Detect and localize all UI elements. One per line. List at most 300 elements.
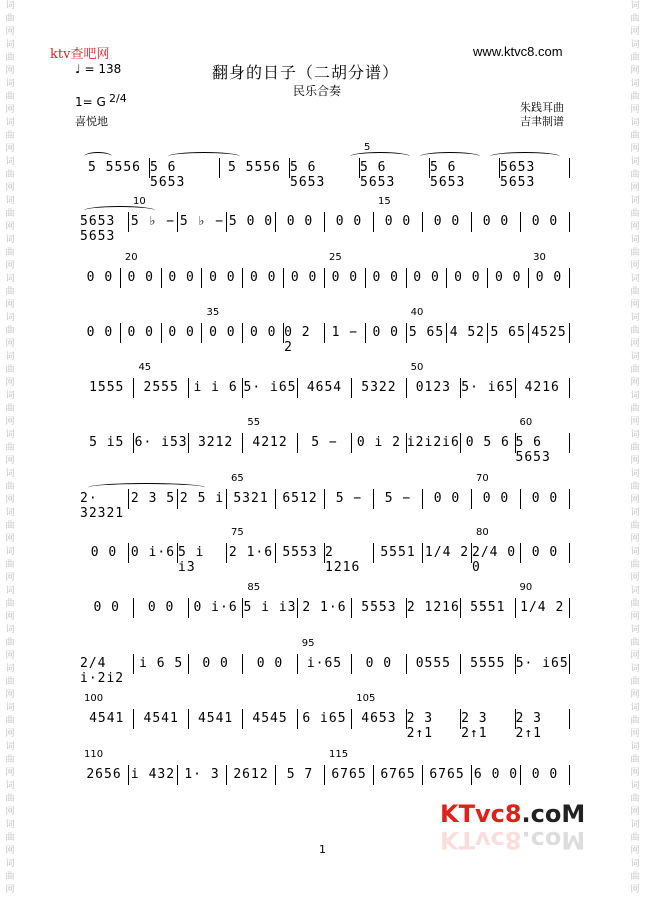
measure-number: 40 — [410, 307, 424, 318]
measure — [243, 654, 297, 674]
watermark-char: 曲 — [630, 677, 640, 687]
measure-notes: 4541 — [89, 711, 125, 726]
measure-notes: 0 0 — [482, 214, 510, 229]
measure — [325, 268, 366, 288]
measure — [178, 765, 227, 785]
watermark-char: 词 — [5, 625, 15, 635]
measure-notes: 0 0 — [249, 325, 277, 340]
measure — [423, 543, 472, 563]
watermark-char: 曲 — [630, 287, 640, 297]
watermark-char: 网 — [5, 300, 15, 310]
measure-notes: 5 7 — [286, 767, 314, 782]
measure — [134, 378, 188, 398]
watermark-char: 曲 — [5, 365, 15, 375]
measure — [407, 433, 461, 453]
measure-notes: 0 0 — [86, 270, 114, 285]
watermark-char: 词 — [5, 430, 15, 440]
watermark-char: 网 — [630, 690, 640, 700]
measure — [227, 543, 276, 563]
measure-notes: 3212 — [197, 435, 234, 450]
measure — [407, 378, 461, 398]
measure — [430, 158, 500, 190]
watermark-char: 网 — [5, 222, 15, 232]
measure — [129, 489, 178, 509]
measure — [134, 433, 188, 453]
measure — [121, 323, 162, 343]
watermark-char: 曲 — [630, 443, 640, 453]
measure-number: 60 — [519, 417, 533, 428]
measure-notes: 5653 5653 — [500, 160, 536, 190]
measure — [521, 489, 570, 509]
watermark-char: 网 — [630, 846, 640, 856]
measure — [202, 268, 243, 288]
measure — [227, 489, 276, 509]
measure-notes: 5 i i3 — [178, 545, 205, 575]
watermark-char: 网 — [630, 66, 640, 76]
measure — [189, 598, 243, 618]
watermark-char: 网 — [630, 183, 640, 193]
measure — [423, 212, 472, 232]
watermark-char: 网 — [630, 105, 640, 115]
watermark-char: 曲 — [5, 53, 15, 63]
measure-number: 80 — [476, 527, 489, 538]
measure — [80, 709, 134, 729]
watermark-char: 词 — [630, 274, 640, 284]
watermark-char: 词 — [5, 235, 15, 245]
measure-notes: 0 0 — [372, 325, 399, 340]
measure-notes: 2 1216 — [406, 600, 460, 615]
watermark-char: 词 — [5, 352, 15, 362]
watermark-char: 网 — [630, 729, 640, 739]
measure-notes: 0555 — [415, 656, 451, 671]
measure-number: 10 — [133, 196, 146, 207]
measure-notes: 5321 — [233, 491, 269, 506]
watermark-char: 词 — [5, 1, 15, 11]
watermark-char: 词 — [5, 703, 15, 713]
measure-notes: 0 0 — [433, 214, 461, 229]
measure-notes: i2i2i6 — [406, 435, 460, 450]
measure-number: 115 — [329, 749, 349, 760]
watermark-char: 网 — [5, 651, 15, 661]
measure-notes: 6765 — [331, 767, 367, 782]
watermark-char: 曲 — [5, 833, 15, 843]
measure-notes: 0 0 — [331, 270, 359, 285]
measure-notes: 5 − — [384, 491, 412, 506]
measure — [325, 543, 374, 575]
watermark-char: 曲 — [630, 482, 640, 492]
measure-notes: 5· i65 — [461, 380, 515, 395]
score-row — [80, 212, 570, 244]
watermark-char: 词 — [630, 352, 640, 362]
watermark-char: 曲 — [5, 599, 15, 609]
watermark-char: 网 — [630, 807, 640, 817]
measure-notes: 4653 — [361, 711, 397, 726]
measure-notes: 2 3 5 — [130, 491, 176, 506]
measure — [227, 765, 276, 785]
watermark-char: 曲 — [630, 560, 640, 570]
measure-number: 95 — [301, 638, 315, 649]
measure-notes: 4 52 — [449, 325, 486, 340]
measure-notes: i 6 5 — [139, 656, 184, 671]
measure — [80, 323, 121, 343]
watermark-char: 网 — [5, 846, 15, 856]
measure-notes: 0 i 2 — [356, 435, 401, 450]
measure-notes: 0 0 — [482, 491, 510, 506]
watermark-char: 词 — [5, 274, 15, 284]
measure-notes: 2/4 0 0 — [472, 545, 517, 575]
measure — [134, 598, 188, 618]
measure-number: 70 — [476, 473, 489, 484]
measure — [374, 543, 423, 563]
measure-notes: 1/4 2 — [520, 600, 565, 615]
watermark-char: 曲 — [630, 521, 640, 531]
measure-notes: 5 i5 — [89, 435, 125, 450]
measure-notes: 0 0 — [384, 214, 412, 229]
measure-notes: 2 1·6 — [302, 600, 347, 615]
measure-notes: 5553 — [361, 600, 397, 615]
watermark-char: 词 — [5, 547, 15, 557]
measure — [521, 543, 570, 563]
measure-notes: 0 0 — [413, 270, 440, 285]
measure — [407, 268, 448, 288]
watermark-char: 曲 — [5, 248, 15, 258]
measure-notes: 0 0 — [531, 545, 559, 560]
measure — [298, 378, 352, 398]
measure — [423, 489, 472, 509]
measure — [461, 378, 515, 398]
measure — [80, 158, 150, 178]
key-signature: 1= G — [75, 95, 106, 109]
measure — [243, 378, 297, 398]
measure-notes: 5 − — [335, 491, 363, 506]
watermark-char: 网 — [5, 144, 15, 154]
measure-notes: 5 i i3 — [243, 600, 297, 615]
watermark-char: 词 — [630, 118, 640, 128]
measure-notes: 5· i65 — [515, 656, 569, 671]
measure — [202, 323, 243, 343]
measure-notes: 0 0 — [249, 270, 277, 285]
measure — [366, 268, 407, 288]
watermark-char: 词 — [5, 469, 15, 479]
measure — [461, 654, 515, 674]
watermark-char: 网 — [630, 417, 640, 427]
measure-notes: 6765 — [380, 767, 416, 782]
watermark-char: 词 — [5, 118, 15, 128]
measure — [447, 268, 488, 288]
watermark-char: 曲 — [630, 404, 640, 414]
measure-notes: 5· i65 — [243, 380, 297, 395]
watermark-char: 词 — [630, 391, 640, 401]
watermark-char: 网 — [630, 300, 640, 310]
measure — [515, 709, 570, 741]
measure — [298, 598, 352, 618]
score-subtitle: 民乐合奏 — [293, 84, 342, 98]
measure-notes: 0 0 — [494, 270, 522, 285]
watermark-char: 网 — [5, 183, 15, 193]
measure — [290, 158, 360, 190]
measure-notes: 4212 — [252, 435, 288, 450]
measure-notes: 0 0 — [168, 325, 195, 340]
watermark-char: 词 — [5, 313, 15, 323]
measure — [80, 378, 134, 398]
watermark-char: 网 — [5, 105, 15, 115]
measure-notes: 0 0 — [202, 656, 229, 671]
measure-notes: 0 0 — [127, 270, 154, 285]
site-logo — [440, 800, 585, 828]
measure-notes: 0 i·6 — [130, 545, 176, 560]
watermark-char: 网 — [5, 885, 15, 895]
measure — [325, 212, 374, 232]
watermark-char: 网 — [630, 612, 640, 622]
measure-notes: 0 0 — [531, 767, 559, 782]
measure — [80, 433, 134, 453]
measure-notes: 6765 — [429, 767, 465, 782]
measure-notes: 0 0 — [90, 545, 118, 560]
watermark-char: 词 — [5, 781, 15, 791]
watermark-char: 网 — [630, 573, 640, 583]
measure-notes: 5 6 5653 — [290, 160, 326, 190]
watermark-char: 曲 — [5, 326, 15, 336]
watermark-char: 词 — [5, 391, 15, 401]
watermark-char: 词 — [630, 547, 640, 557]
watermark-char: 曲 — [5, 794, 15, 804]
measure-notes: 0 0 — [127, 325, 154, 340]
measure — [284, 268, 325, 288]
watermark-char: 词 — [5, 40, 15, 50]
watermark-char: 词 — [630, 664, 640, 674]
score-row — [80, 268, 570, 288]
measure-notes: 0 0 — [286, 214, 314, 229]
right-watermark-column — [627, 0, 643, 895]
measure-notes: 5 6 5653 — [430, 160, 466, 190]
watermark-char: 网 — [5, 417, 15, 427]
measure-notes: 4525 — [531, 325, 567, 340]
measure-notes: 1· 3 — [184, 767, 220, 782]
measure-notes: 5 ♭ − — [130, 214, 176, 229]
logo-dark-part: .coM — [521, 800, 586, 828]
measure — [352, 433, 406, 453]
measure — [298, 654, 352, 674]
watermark-char: 曲 — [5, 872, 15, 882]
measure-notes: 5 ♭ − — [179, 214, 225, 229]
site-logo-reflection — [440, 826, 585, 854]
watermark-char: 网 — [630, 378, 640, 388]
measure-number: 15 — [378, 196, 391, 207]
watermark-char: 网 — [630, 885, 640, 895]
measure-notes: i 432 — [130, 767, 176, 782]
measure-notes: 0 2 2 — [284, 325, 311, 355]
measure — [276, 765, 325, 785]
watermark-char: 网 — [5, 495, 15, 505]
measure-notes: 2 1·6 — [228, 545, 274, 560]
watermark-char: 曲 — [630, 14, 640, 24]
measure-notes: 4541 — [197, 711, 234, 726]
measure-number: 5 — [364, 142, 371, 153]
watermark-char: 曲 — [5, 287, 15, 297]
watermark-char: 曲 — [5, 755, 15, 765]
watermark-char: 网 — [5, 378, 15, 388]
measure-notes: 2 3 2↑1 — [515, 711, 542, 741]
watermark-char: 网 — [5, 807, 15, 817]
watermark-char: 曲 — [630, 92, 640, 102]
watermark-char: 曲 — [630, 794, 640, 804]
watermark-char: 网 — [630, 144, 640, 154]
measure — [80, 765, 129, 785]
watermark-char: 词 — [630, 40, 640, 50]
watermark-char: 词 — [630, 469, 640, 479]
measure — [298, 433, 352, 453]
measure — [227, 212, 276, 232]
measure-notes: 0123 — [415, 380, 451, 395]
watermark-char: 网 — [630, 651, 640, 661]
measure-number: 100 — [84, 693, 104, 704]
measure — [189, 433, 243, 453]
watermark-char: 词 — [5, 157, 15, 167]
watermark-char: 词 — [5, 820, 15, 830]
measure — [80, 489, 129, 521]
measure — [461, 709, 515, 741]
measure-notes: 0 0 — [209, 270, 236, 285]
measure-notes: 0 0 — [86, 325, 114, 340]
measure — [220, 158, 290, 178]
measure-notes: 5555 — [470, 656, 506, 671]
measure — [189, 654, 243, 674]
watermark-char: 词 — [5, 79, 15, 89]
watermark-char: 曲 — [630, 365, 640, 375]
score-row — [80, 598, 570, 618]
measure — [80, 268, 121, 288]
watermark-char: 词 — [630, 820, 640, 830]
watermark-char: 曲 — [630, 170, 640, 180]
watermark-char: 词 — [630, 235, 640, 245]
measure — [374, 212, 423, 232]
measure — [423, 765, 472, 785]
slur-mark — [88, 483, 205, 492]
measure — [134, 709, 188, 729]
measure-number: 50 — [410, 362, 424, 373]
measure-number: 55 — [247, 417, 261, 428]
watermark-char: 曲 — [5, 716, 15, 726]
measure — [374, 765, 423, 785]
watermark-char: 词 — [5, 664, 15, 674]
measure-number: 25 — [329, 252, 342, 263]
measure-notes: 4216 — [524, 380, 560, 395]
watermark-char: 曲 — [630, 872, 640, 882]
brand-watermark: ktv查吧网 — [50, 47, 110, 62]
measure — [134, 654, 188, 674]
score-row — [80, 765, 570, 785]
measure — [121, 268, 162, 288]
measure — [243, 598, 297, 618]
measure-notes: 2· 32321 — [80, 491, 125, 521]
measure — [515, 433, 570, 465]
measure-number: 75 — [231, 527, 244, 538]
measure — [472, 212, 521, 232]
measure — [529, 268, 570, 288]
watermark-char: 曲 — [630, 209, 640, 219]
watermark-char: 曲 — [5, 404, 15, 414]
watermark-char: 网 — [630, 768, 640, 778]
measure-number: 45 — [138, 362, 152, 373]
watermark-char: 网 — [5, 261, 15, 271]
watermark-char: 网 — [630, 534, 640, 544]
watermark-char: 词 — [5, 859, 15, 869]
measure-number: 65 — [231, 473, 244, 484]
watermark-char: 词 — [5, 508, 15, 518]
measure — [516, 598, 570, 618]
measure-notes: 5 65 — [408, 325, 445, 340]
measure — [352, 654, 406, 674]
measure-notes: 0 i·6 — [193, 600, 238, 615]
measure-notes: 0 5 6 — [465, 435, 510, 450]
measure — [472, 765, 521, 785]
watermark-char: 网 — [5, 66, 15, 76]
measure-notes: 2/4 i·2i2 — [80, 656, 125, 686]
page-number: 1 — [319, 843, 326, 856]
measure — [129, 212, 178, 232]
watermark-char: 网 — [630, 222, 640, 232]
measure-notes: 5 65 — [490, 325, 526, 340]
logo-reflection-red: KTvc8 — [440, 826, 522, 854]
measure — [521, 765, 570, 785]
watermark-char: 曲 — [630, 53, 640, 63]
measure-notes: 0 0 — [290, 270, 318, 285]
measure — [80, 598, 134, 618]
measure — [178, 489, 227, 509]
measure — [472, 489, 521, 509]
measure-number: 85 — [247, 582, 261, 593]
watermark-char: 网 — [630, 27, 640, 37]
measure-notes: 6512 — [282, 491, 318, 506]
watermark-char: 网 — [630, 495, 640, 505]
watermark-char: 词 — [5, 196, 15, 206]
watermark-char: 词 — [630, 196, 640, 206]
measure — [529, 323, 570, 343]
measure-notes: 4654 — [306, 380, 343, 395]
measure — [80, 212, 129, 244]
measure — [325, 489, 374, 509]
left-watermark-column — [2, 0, 18, 895]
watermark-char: 曲 — [5, 521, 15, 531]
watermark-char: 词 — [5, 586, 15, 596]
measure-notes: 5322 — [361, 380, 397, 395]
watermark-char: 网 — [5, 456, 15, 466]
score-row — [80, 433, 570, 465]
watermark-char: 曲 — [630, 326, 640, 336]
watermark-char: 词 — [630, 79, 640, 89]
watermark-char: 曲 — [5, 443, 15, 453]
logo-reflection-dark: .coM — [521, 826, 586, 854]
measure-notes: 6· i53 — [134, 435, 188, 450]
measure — [243, 268, 284, 288]
slur-mark — [168, 152, 240, 161]
measure — [325, 765, 374, 785]
measure-notes: 6 0 0 — [473, 767, 519, 782]
measure-notes: i i 6 — [193, 380, 238, 395]
measure-notes: 5653 5653 — [80, 214, 116, 244]
watermark-char: 网 — [5, 768, 15, 778]
watermark-char: 曲 — [5, 677, 15, 687]
measure-notes: 0 0 — [147, 600, 175, 615]
measure-number: 35 — [206, 307, 220, 318]
watermark-char: 曲 — [5, 131, 15, 141]
watermark-char: 曲 — [5, 560, 15, 570]
watermark-char: 曲 — [5, 482, 15, 492]
measure-notes: 2656 — [86, 767, 122, 782]
logo-red-part: KTvc8 — [440, 800, 522, 828]
measure — [352, 598, 406, 618]
measure — [243, 709, 297, 729]
